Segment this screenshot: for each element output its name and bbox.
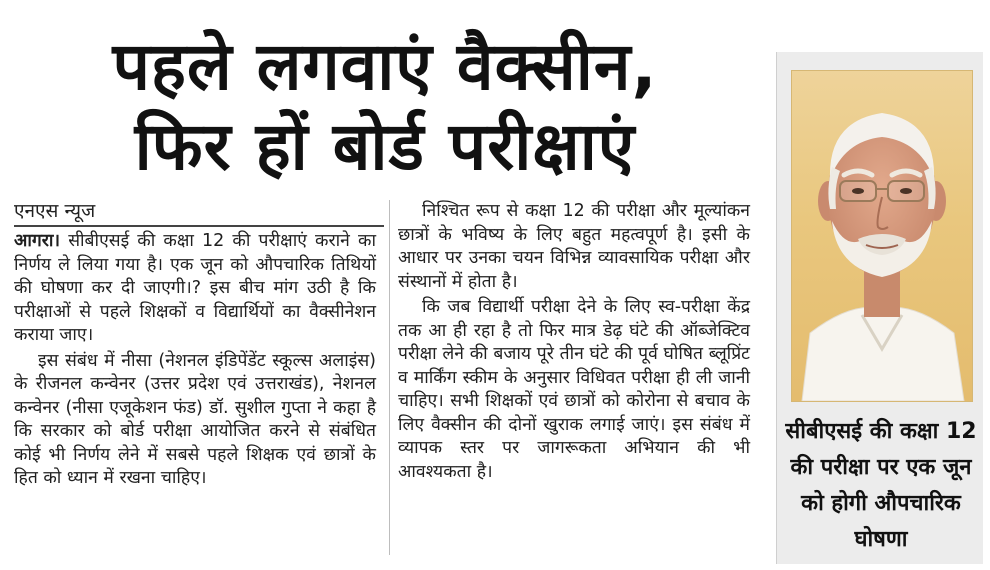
dateline: आगरा। <box>14 231 61 251</box>
article-column-1 <box>14 230 376 491</box>
headline-line-2: फिर हों बोर्ड परीक्षाएं <box>134 108 636 185</box>
article-paragraph-3: निश्चित रूप से कक्षा 12 की परीक्षा और मूल्यांकन छात्रों के भविष्य के लिए बहुत महत्वपूर्ण है। इसी के आधार पर उनका चयन विभिन्न व्यावसायिक परीक्षा और संस्थानों में होता है। <box>398 201 750 292</box>
article-column-2 <box>398 200 750 484</box>
portrait-photo <box>791 70 973 402</box>
article-paragraph-1 <box>14 230 376 348</box>
headline-line-1: पहले लगवाएं वैक्सीन, <box>112 28 658 105</box>
byline: एनएस न्यूज <box>14 197 384 227</box>
article-paragraph-2: इस संबंध में नीसा (नेशनल इंडिपेंडेंट स्कूल्स अलाइंस) के रीजनल कन्वेनर (उत्तर प्रदेश एवं उत्तराखंड), नेशनल कन्वेनर (नीसा एजूकेशन फंड) डॉ. सुशील गुप्ता ने कहा है कि सरकार को बोर्ड परीक्षा आयोजित करने से संबंधित कोई भी निर्णय लेने में सबसे पहले शिक्षक एवं छात्रों के हित को ध्यान में रखना चाहिए। <box>14 350 376 488</box>
column-divider <box>389 200 390 555</box>
portrait-illustration <box>792 71 972 401</box>
paragraph-text: सीबीएसई की कक्षा 12 की परीक्षाएं कराने का निर्णय ले लिया गया है। एक जून को औपचारिक तिथियों की घोषणा कर दी जाएगी।? इस बीच मांग उठी है कि परीक्षाओं से पहले शिक्षकों व विद्यार्थियों का वैक्सीनेशन कराया जाए। <box>14 231 376 345</box>
headline <box>0 30 770 184</box>
photo-caption: सीबीएसई की कक्षा 12 की परीक्षा पर एक जून को होगी औपचारिक घोषणा <box>785 419 977 552</box>
article-paragraph-4: कि जब विद्यार्थी परीक्षा देने के लिए स्व-परीक्षा केंद्र तक आ ही रहा है तो फिर मात्र डेढ़ घंटे की ऑब्जेक्टिव परीक्षा लेने की बजाय पूरे तीन घंटे की पूर्व घोषित ब्लूप्रिंट व मार्किंग स्कीम के अनुसार विधिवत परीक्षा ही ली जानी चाहिए। सभी शिक्षकों एवं छात्रों को कोरोना से बचाव के लिए वैक्सीन की दोनों खुराक लगाई जाएं। इस संबंध में व्यापक स्तर पर जागरूकता अभियान की भी आवश्यकता है। <box>398 297 750 482</box>
sidebar <box>776 52 983 564</box>
